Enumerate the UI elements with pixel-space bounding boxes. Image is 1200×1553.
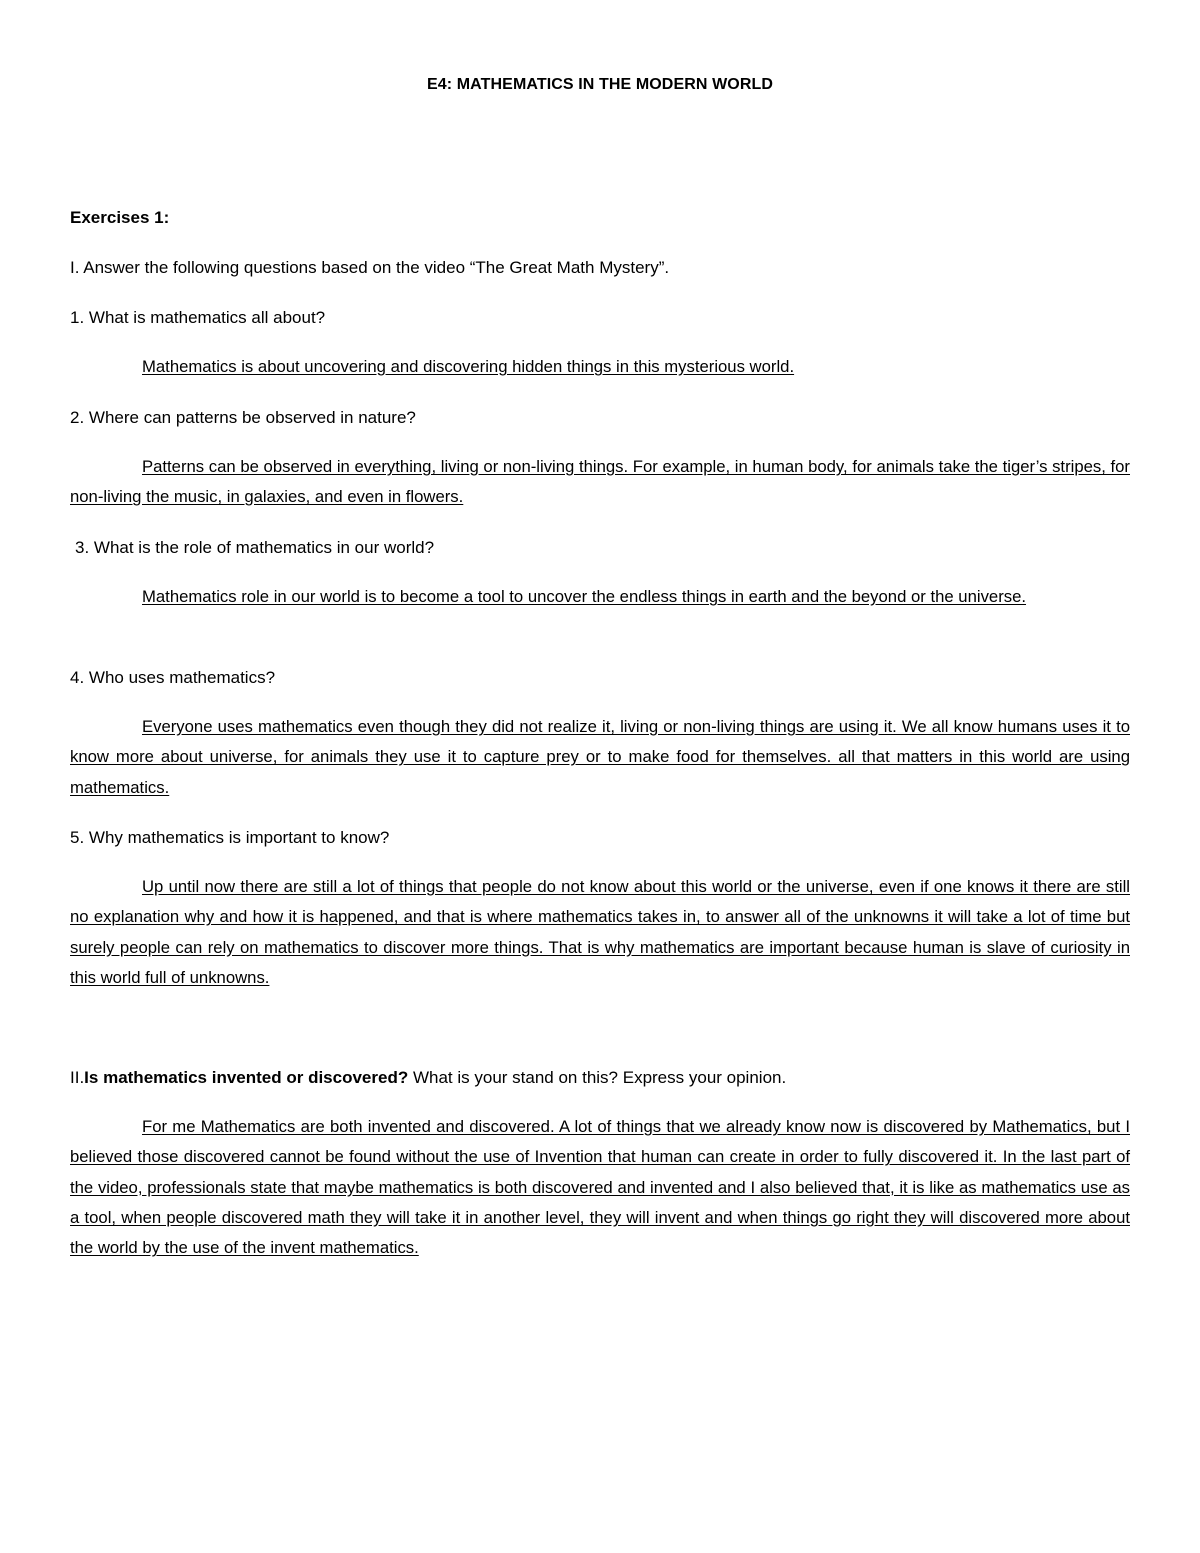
answer-1: Mathematics is about uncovering and discovering hidden things in this mysterious world. xyxy=(142,357,795,376)
answer-3: Mathematics role in our world is to become a tool to uncover the endless things in earth and the beyond or the universe. xyxy=(142,587,1027,606)
question-3: 3. What is the role of mathematics in our world? xyxy=(75,538,435,557)
part2-question xyxy=(70,1068,786,1088)
answer-4: Everyone uses mathematics even though they did not realize it, living or non-living things are using it. We all know humans uses it to know more about universe, for animals they use it to capture prey or to make food for themselves. all that matters in this world are using mathematics. xyxy=(70,717,1130,797)
document-title: E4: MATHEMATICS IN THE MODERN WORLD xyxy=(427,76,773,93)
question-2: 2. Where can patterns be observed in nature? xyxy=(70,408,416,427)
exercises-heading: Exercises 1: xyxy=(70,208,170,227)
part2-question-rest: What is your stand on this? Express your opinion. xyxy=(408,1068,787,1087)
answer-2: Patterns can be observed in everything, living or non-living things. For example, in human body, for animals take the tiger’s stripes, for non-living the music, in galaxies, and even in flowers. xyxy=(70,457,1130,507)
part2-prefix: II. xyxy=(70,1068,85,1087)
part2-answer: For me Mathematics are both invented and discovered. A lot of things that we already know now is discovered by Mathematics, but I believed those discovered cannot be found without the use of Invention that human can create in order to fully discovered it. In the last part of the video, professionals state that maybe mathematics is both discovered and invented and I also believed that, it is like as mathematics use as a tool, when people discovered math they will take it in another level, they will invent and when things go right they will discovered more about the world by the use of the invent mathematics. xyxy=(70,1117,1130,1258)
question-1: 1. What is mathematics all about? xyxy=(70,308,326,327)
answer-5: Up until now there are still a lot of things that people do not know about this world or the universe, even if one knows it there are still no explanation why and how it is happened, and that is where mathematics takes in, to answer all of the unknowns it will take a lot of time but surely people can rely on mathematics to discover more things. That is why mathematics are important because human is slave of curiosity in this world full of unknowns. xyxy=(70,877,1130,987)
part2-bold-question: Is mathematics invented or discovered? xyxy=(84,1068,409,1087)
question-4: 4. Who uses mathematics? xyxy=(70,668,276,687)
part1-instruction: I. Answer the following questions based on the video “The Great Math Mystery”. xyxy=(70,258,670,277)
question-5: 5. Why mathematics is important to know? xyxy=(70,828,390,847)
